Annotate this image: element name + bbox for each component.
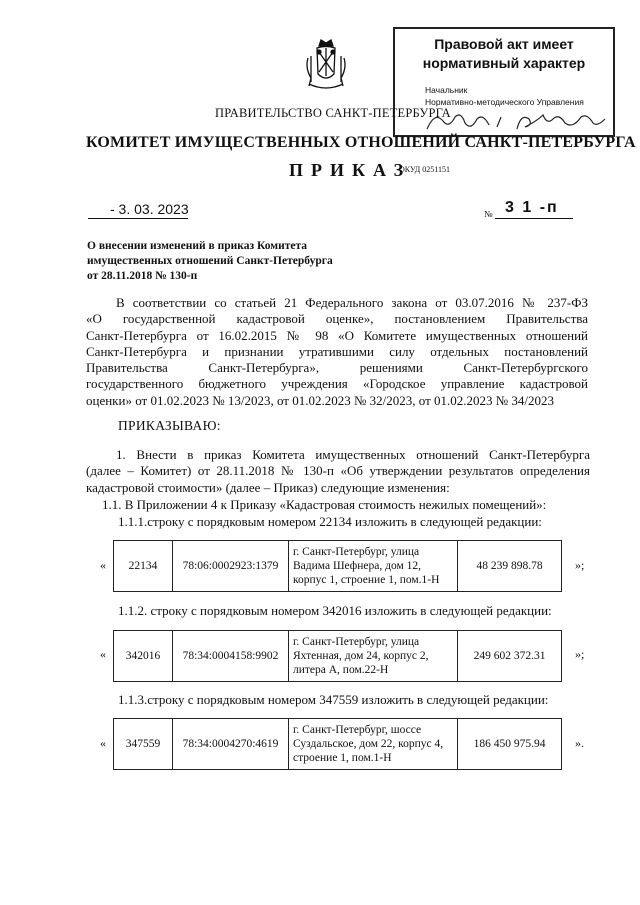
address-cell (289, 541, 458, 592)
preamble-line: Санкт-Петербурга от 16.02.2015 № 98 «О Комитете имущественных отношений (86, 327, 588, 343)
address-cell (289, 719, 458, 770)
table-row (114, 541, 562, 592)
row-number: 342016 (114, 631, 173, 682)
address-line: Суздальское, дом 22, корпус 4, (293, 738, 444, 750)
preamble-line: государственного бюджетного учреждения «Городское управление кадастровой (86, 376, 588, 392)
table-row (114, 719, 562, 770)
cadastral-number: 78:34:0004270:4619 (173, 719, 289, 770)
item-1-1: 1.1. В Приложении 4 к Приказу «Кадастровая стоимость нежилых помещений»: (102, 497, 547, 512)
preamble-line: Правительства Санкт-Петербурга», решениями Санкт-Петербургского (86, 360, 588, 376)
stamp-title-line1: Правовой акт имеет (434, 36, 574, 52)
row-close-quote: ». (575, 736, 584, 750)
cadastral-value: 186 450 975.94 (458, 719, 562, 770)
document-subject (87, 239, 333, 284)
item-1 (86, 447, 590, 496)
row-number: 347559 (114, 719, 173, 770)
committee-title: КОМИТЕТ ИМУЩЕСТВЕННЫХ ОТНОШЕНИЙ САНКТ-ПЕТЕРБУРГА (86, 134, 636, 151)
handwritten-signature (425, 109, 610, 135)
okud-code: ОКУД 0251151 (399, 165, 450, 174)
row-number: 22134 (114, 541, 173, 592)
preamble-line: «О государственной кадастровой оценке», постановлением Правительства (86, 311, 588, 327)
record-table (113, 718, 562, 770)
record-table (113, 540, 562, 592)
address-line: корпус 1, строение 1, пом.1-Н (293, 574, 440, 586)
subject-line: имущественных отношений Санкт-Петербурга (87, 255, 333, 267)
cadastral-value: 249 602 372.31 (458, 631, 562, 682)
row-close-quote: »; (575, 647, 585, 661)
item-1-1-2: 1.1.2. строку с порядковым номером 342016 изложить в следующей редакции: (118, 603, 552, 618)
item-1-1-3: 1.1.3.строку с порядковым номером 347559 изложить в следующей редакции: (118, 692, 549, 707)
stamp-position: Начальник (425, 85, 468, 95)
row-open-quote: « (100, 736, 106, 750)
address-line: Яхтенная, дом 24, корпус 2, (293, 650, 429, 662)
item-1-line: 1. Внести в приказ Комитета имущественных отношений Санкт-Петербурга (116, 447, 590, 462)
item-1-line: кадастровой стоимости» (далее – Приказ) следующие изменения: (86, 479, 450, 495)
preamble-line: В соответствии со статьей 21 Федерального закона от 03.07.2016 № 237-ФЗ (116, 295, 588, 310)
coat-of-arms-emblem (303, 36, 349, 92)
document-date: - 3. 03. 2023 (110, 201, 189, 217)
orders-word: ПРИКАЗЫВАЮ: (118, 418, 221, 433)
address-line: Вадима Шефнера, дом 12, (293, 560, 422, 572)
subject-line: от 28.11.2018 № 130-п (87, 270, 198, 282)
address-line: г. Санкт-Петербург, улица (293, 636, 420, 648)
stamp-title-line2: нормативный характер (422, 55, 586, 71)
row-close-quote: »; (575, 558, 585, 572)
table-row (114, 631, 562, 682)
item-1-line: (далее – Комитет) от 28.11.2018 № 130-п «Об утверждении результатов определения (86, 463, 590, 479)
row-open-quote: « (100, 647, 106, 661)
item-1-1-1: 1.1.1.строку с порядковым номером 22134 изложить в следующей редакции: (118, 514, 542, 529)
row-open-quote: « (100, 558, 106, 572)
address-line: г. Санкт-Петербург, улица (293, 546, 420, 558)
date-underline (88, 218, 188, 219)
cadastral-value: 48 239 898.78 (458, 541, 562, 592)
number-underline (495, 218, 573, 219)
preamble (86, 295, 588, 409)
address-cell (289, 631, 458, 682)
number-label: № (484, 209, 493, 219)
cadastral-number: 78:06:0002923:1379 (173, 541, 289, 592)
preamble-line: оценки» от 01.02.2023 № 13/2023, от 01.02.2023 № 32/2023, от 01.02.2023 № 34/2023 (86, 392, 555, 408)
cadastral-number: 78:34:0004158:9902 (173, 631, 289, 682)
subject-line: О внесении изменений в приказ Комитета (87, 240, 307, 252)
stamp-department: Нормативно-методического Управления (425, 97, 584, 107)
address-line: строение 1, пом.1-Н (293, 752, 392, 764)
document-number: 3 1 -п (505, 199, 559, 216)
preamble-line: Санкт-Петербурга и признании утратившими силу отдельных постановлений (86, 343, 588, 359)
government-title: ПРАВИТЕЛЬСТВО САНКТ-ПЕТЕРБУРГА (215, 106, 451, 120)
document-type: ПРИКАЗ (289, 160, 412, 180)
record-table (113, 630, 562, 682)
address-line: г. Санкт-Петербург, шоссе (293, 724, 422, 736)
address-line: литера А, пом.22-Н (293, 664, 389, 676)
